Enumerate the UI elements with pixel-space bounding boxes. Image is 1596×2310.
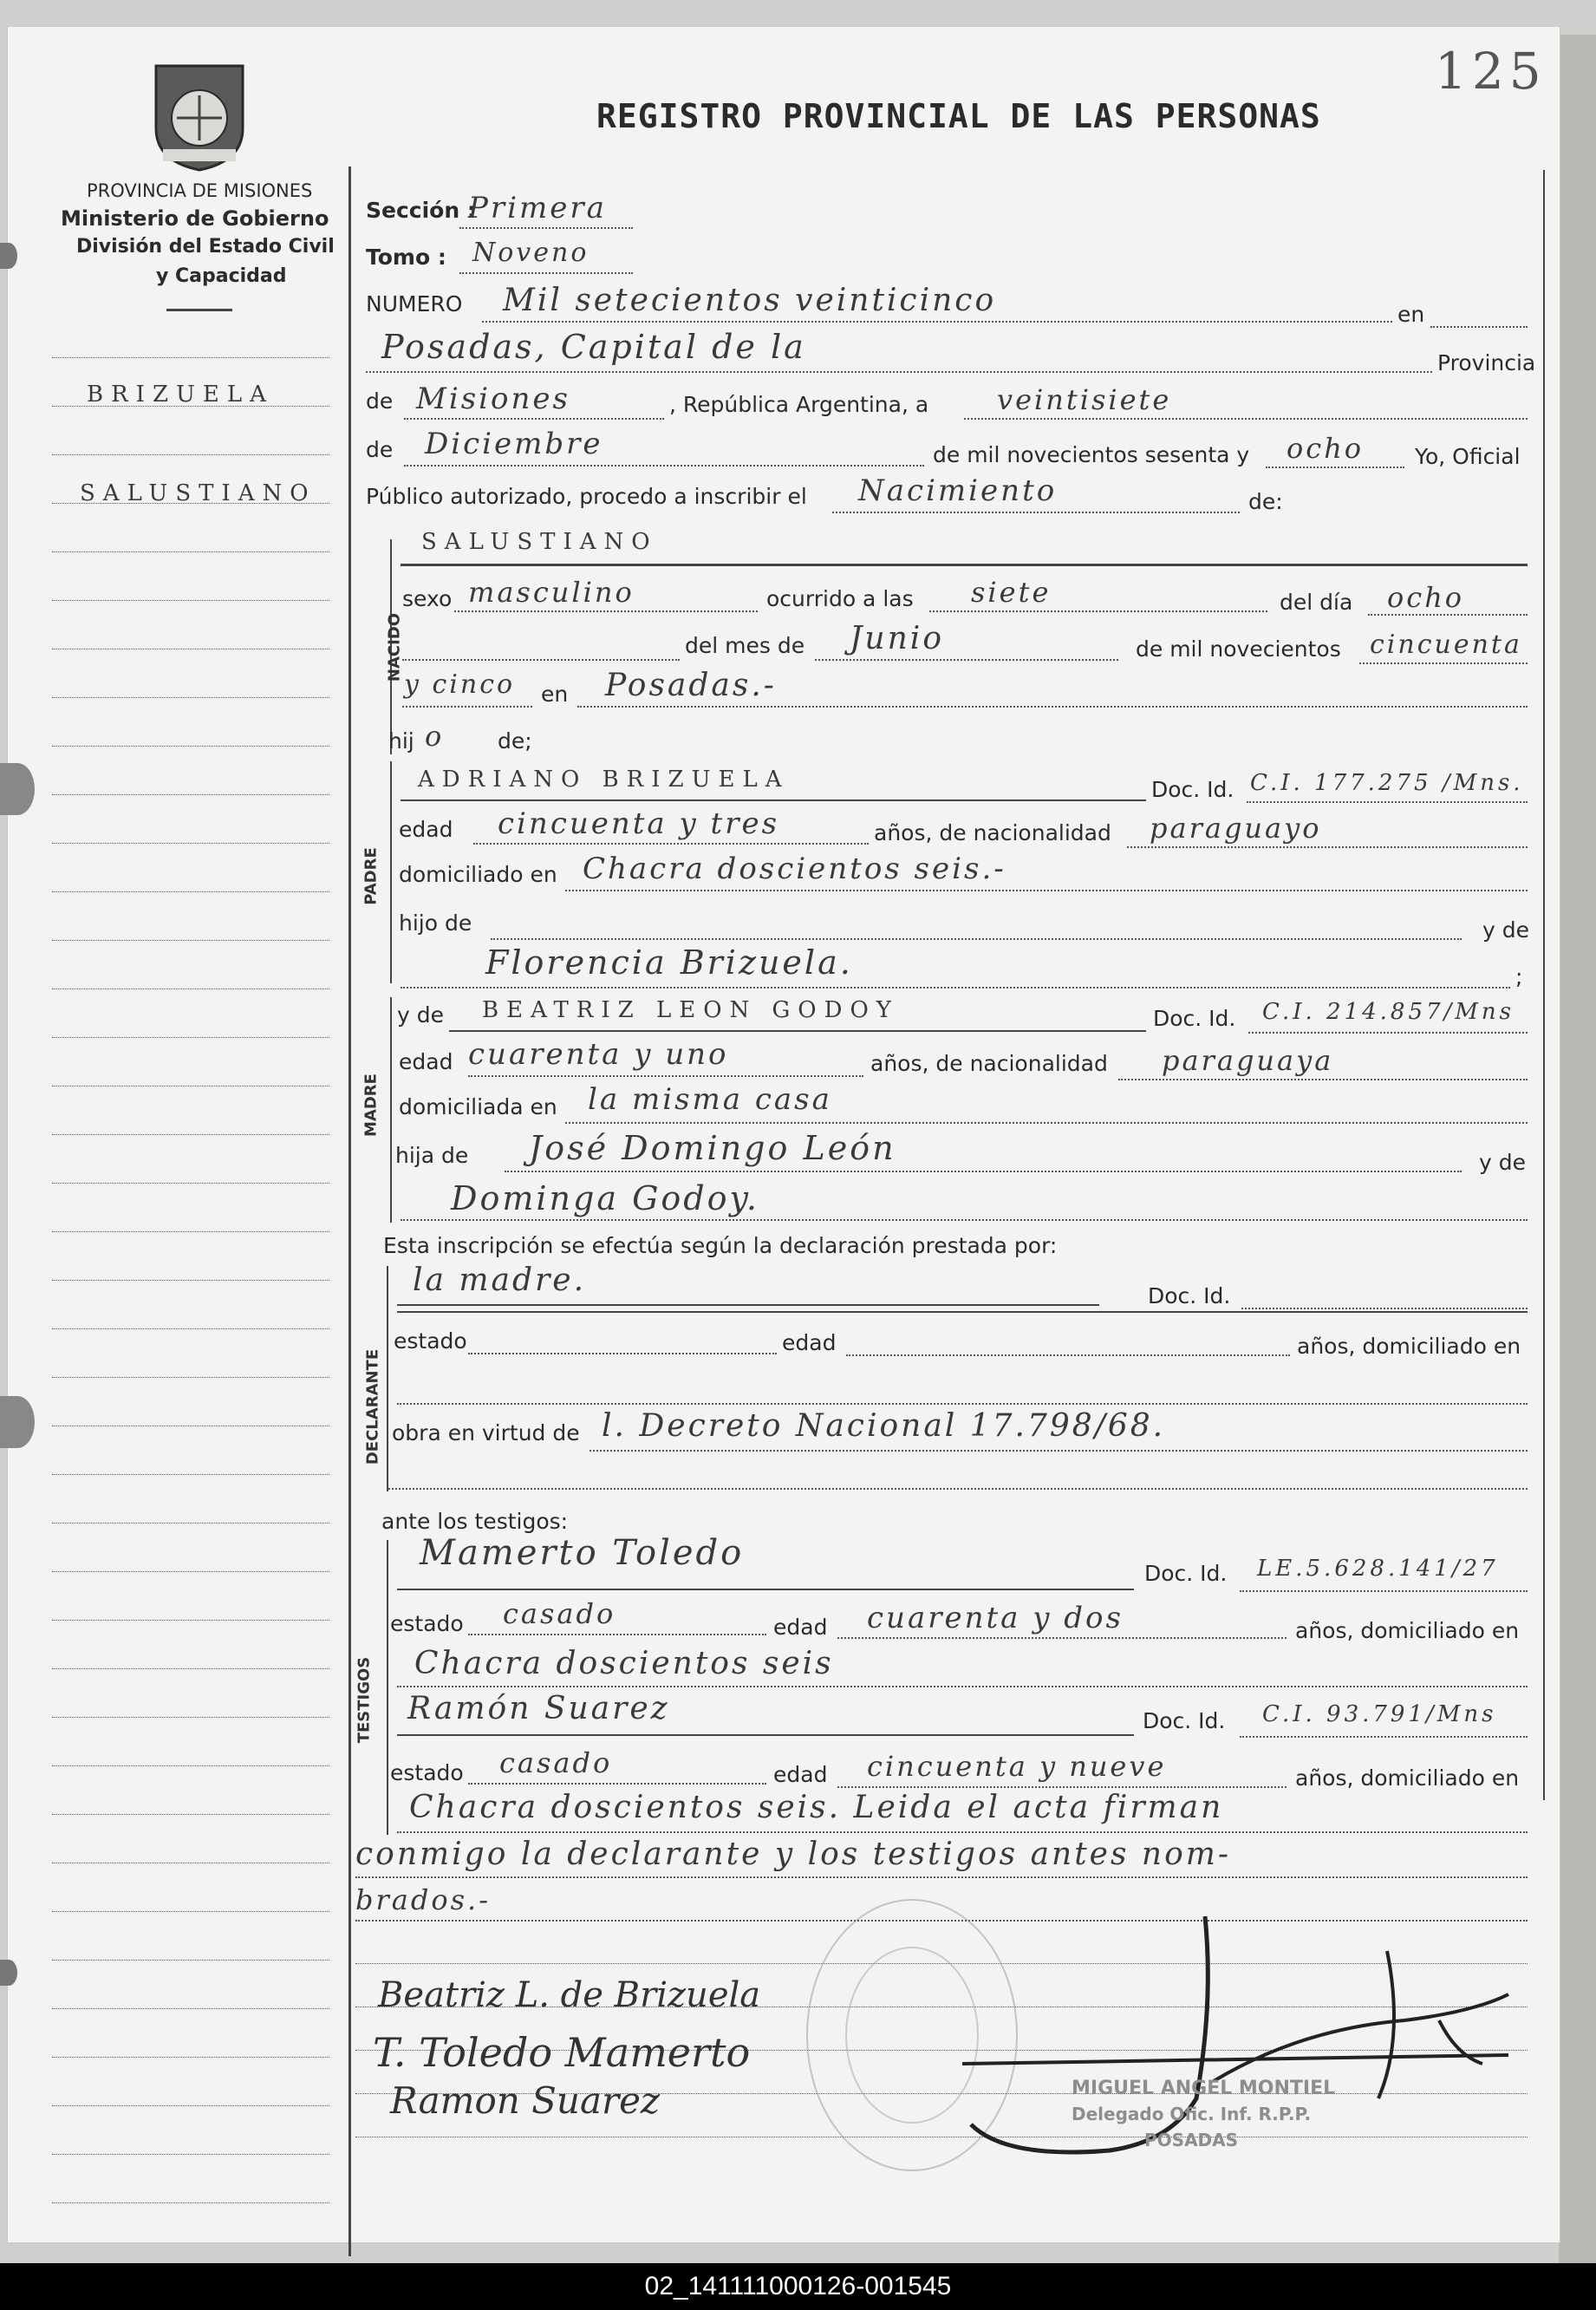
padre-hijo-line [491, 938, 1462, 940]
tipo-value: Nacimiento [858, 473, 1058, 508]
madre-madre-line [401, 1219, 1528, 1221]
de-semi-label: de; [498, 728, 532, 754]
tipo-line [832, 512, 1240, 513]
testigo2-edad-line [837, 1786, 1287, 1788]
madre-nac-value: paraguaya [1162, 1044, 1334, 1077]
en-label: en [1397, 302, 1425, 327]
padre-nac-line [1127, 846, 1528, 848]
sexo-value: masculino [468, 576, 635, 609]
padre-dom-value: Chacra doscientos seis.- [583, 852, 1006, 886]
seccion-label: Sección : [366, 198, 476, 223]
margin-rule [52, 794, 329, 795]
madre-edad-line [468, 1075, 863, 1077]
margin-rule [52, 1523, 329, 1524]
margin-surname: BRIZUELA [87, 382, 274, 408]
lugar-value: Posadas, Capital de la [381, 328, 806, 366]
testigos-label: ante los testigos: [381, 1509, 569, 1534]
tomo-label: Tomo : [366, 245, 446, 270]
testigo1-value: Mamerto Toledo [420, 1533, 745, 1573]
testigo2-edad-label: edad [773, 1762, 828, 1787]
madre-nac-line [1118, 1079, 1528, 1080]
publico-label: Público autorizado, procedo a inscribir el [366, 484, 807, 509]
margin-rule [52, 1814, 329, 1815]
testigo2-dom-line [397, 1831, 1528, 1833]
madre-value: BEATRIZ LEON GODOY [482, 997, 899, 1023]
seccion-value: Primera [468, 191, 607, 225]
sexo-line [454, 610, 758, 612]
declarante-line [397, 1304, 1099, 1306]
testigo1-dom-value: Chacra doscientos seis [414, 1646, 834, 1681]
madre-doc-value: C.I. 214.857/Mns [1262, 999, 1515, 1025]
margin-rule [52, 1231, 329, 1232]
page-edge [1559, 35, 1596, 2263]
padre-line [401, 799, 1146, 801]
madre-madre-value: Dominga Godoy. [451, 1179, 760, 1217]
declarante-estado-line [468, 1353, 777, 1354]
testigo1-line [397, 1589, 1134, 1590]
mes-acta-value: Diciembre [425, 427, 603, 461]
seccion-line [459, 227, 633, 229]
testigo2-value: Ramón Suarez [407, 1691, 670, 1726]
padre-edad-label: edad [399, 817, 453, 842]
anio-acta-line [1266, 467, 1404, 468]
madre-doc-line [1248, 1032, 1528, 1034]
padre-dom-line [565, 890, 1528, 891]
declarante-top-rule [397, 1311, 1528, 1313]
margin-rule [52, 454, 329, 455]
hijo-label: hij [388, 728, 414, 754]
madre-dom-label: domiciliada en [399, 1094, 557, 1119]
declarante-edad-line [846, 1354, 1290, 1356]
page-title: REGISTRO PROVINCIAL DE LAS PERSONAS [596, 97, 1321, 135]
padre-dom-label: domiciliado en [399, 862, 557, 887]
cierre-rule-1 [355, 1876, 1528, 1878]
signature-toledo: T. Toledo Mamerto [373, 2029, 751, 2076]
binding-hole-upper [0, 763, 35, 815]
mes-line [815, 659, 1118, 661]
margin-rule [52, 2202, 329, 2203]
margin-rule [52, 600, 329, 601]
padre-value: ADRIANO BRIZUELA [418, 767, 790, 793]
margin-rule [52, 1911, 329, 1912]
hijo-suffix: o [425, 720, 445, 753]
de-colon-label: de: [1248, 489, 1283, 514]
testigo1-estado-value: casado [503, 1597, 616, 1630]
margin-rule [52, 1571, 329, 1572]
margin-rule [52, 1960, 329, 1961]
binding-hole-lower [0, 1396, 35, 1448]
declarante-doc-label: Doc. Id. [1148, 1283, 1231, 1308]
testigo1-doc-line [1240, 1590, 1528, 1592]
ocurrido-label: ocurrido a las [766, 586, 914, 611]
yo-oficial-label: Yo, Oficial [1415, 444, 1521, 469]
madre-y-de-label-2: y de [1479, 1150, 1526, 1175]
margin-rule [52, 2154, 329, 2155]
obra-line-2 [388, 1488, 1528, 1490]
org-divider [166, 309, 232, 311]
org-line-4: y Capacidad [156, 265, 287, 287]
republica-label: , República Argentina, a [669, 392, 929, 417]
madre-bracket [390, 997, 392, 1223]
margin-rule [52, 697, 329, 698]
testigo2-doc-label: Doc. Id. [1143, 1708, 1226, 1733]
madre-padre-value: José Domingo León [529, 1129, 896, 1167]
inscripcion-label: Esta inscripción se efectúa según la declaración prestada por: [383, 1233, 1058, 1258]
image-caption: 02_141111000126-001545 [0, 2263, 1596, 2310]
binding-hole-top [0, 243, 17, 269]
anio1-line [1359, 662, 1528, 664]
margin-rule [52, 1134, 329, 1135]
margin-rule [52, 843, 329, 844]
margin-rule [52, 1717, 329, 1718]
org-line-3: División del Estado Civil [76, 236, 335, 258]
de-label-2: de [366, 437, 394, 462]
margin-rule [52, 2008, 329, 2009]
obra-line [590, 1450, 1528, 1452]
declarante-edad-label: edad [782, 1330, 837, 1355]
margin-rule [52, 1668, 329, 1669]
testigos-bracket [387, 1540, 388, 1835]
numero-line [482, 321, 1392, 323]
margin-rule [52, 746, 329, 747]
margin-rule [52, 1474, 329, 1475]
padre-doc-line [1247, 801, 1528, 803]
testigo1-edad-value: cuarenta y dos [867, 1601, 1124, 1635]
sexo-label: sexo [402, 586, 453, 611]
margin-rule [52, 551, 329, 552]
testigo2-doc-line [1240, 1736, 1528, 1738]
declarante-dom-line [397, 1403, 1528, 1405]
madre-padre-line [505, 1171, 1462, 1172]
lugar-line [366, 371, 1432, 373]
margin-rule [52, 1280, 329, 1281]
de-mil-label: de mil novecientos sesenta y [933, 442, 1250, 467]
margin-rule [52, 2057, 329, 2058]
binding-hole-bottom [0, 1960, 17, 1986]
obra-label: obra en virtud de [392, 1420, 580, 1445]
mes-pre-line [402, 659, 680, 661]
padre-semicolon: ; [1515, 964, 1523, 989]
padre-edad-value: cincuenta y tres [498, 806, 780, 841]
dia-value: ocho [1387, 581, 1465, 614]
provincial-crest-icon [146, 59, 253, 173]
padre-bracket [390, 761, 392, 983]
de-label-1: de [366, 388, 394, 414]
nombre-value: SALUSTIANO [421, 529, 658, 555]
margin-rule [52, 357, 329, 358]
lugar-nac-line [577, 706, 1528, 708]
declarante-estado-label: estado [394, 1328, 467, 1354]
testigo1-estado-line [468, 1634, 766, 1635]
testigo1-doc-value: LE.5.628.141/27 [1257, 1556, 1499, 1582]
anio2-line [402, 706, 532, 708]
anio2-value: y cinco [404, 669, 516, 700]
org-line-1: PROVINCIA DE MISIONES [87, 180, 313, 201]
testigo1-anos-label: años, domiciliado en [1295, 1618, 1520, 1643]
margin-rule [52, 1765, 329, 1766]
cierre-line-1: conmigo la declarante y los testigos antes nom- [355, 1837, 1232, 1872]
mes-acta-line [404, 465, 924, 467]
padre-y-de-label: y de [1482, 917, 1529, 943]
padre-hijo-label: hijo de [399, 910, 472, 936]
nombre-line [401, 564, 1528, 566]
hora-value: siete [971, 576, 1052, 609]
stamp-role: Delegado Ofic. Inf. R.P.P. [1072, 2104, 1312, 2124]
stamp-name: MIGUEL ANGEL MONTIEL [1072, 2078, 1336, 2099]
padre-doc-label: Doc. Id. [1151, 777, 1234, 802]
hora-line [929, 610, 1267, 612]
testigo2-doc-value: C.I. 93.791/Mns [1262, 1701, 1497, 1727]
de-mil-nov-label: de mil novecientos [1136, 636, 1341, 662]
madre-doc-label: Doc. Id. [1153, 1006, 1236, 1031]
tomo-value: Noveno [472, 238, 590, 268]
margin-rule [52, 2105, 329, 2106]
padre-nac-label: años, de nacionalidad [874, 820, 1111, 845]
testigo2-anos-label: años, domiciliado en [1295, 1765, 1520, 1791]
del-mes-label: del mes de [685, 633, 805, 658]
padre-padres-value: Florencia Brizuela. [485, 943, 853, 982]
madre-dom-value: la misma casa [588, 1082, 832, 1117]
madre-nac-label: años, de nacionalidad [870, 1051, 1108, 1076]
side-label-nacido: NACIDO [385, 612, 404, 682]
right-border [1543, 170, 1545, 1800]
testigo2-estado-line [468, 1783, 766, 1785]
madre-hija-label: hija de [395, 1143, 469, 1168]
anio-acta-value: ocho [1287, 432, 1365, 465]
testigo1-doc-label: Doc. Id. [1144, 1561, 1228, 1586]
padre-padres-line [401, 987, 1510, 989]
provincia-line [404, 418, 664, 420]
margin-rule [52, 940, 329, 941]
signature-suarez: Ramon Suarez [390, 2079, 661, 2122]
cierre-line-2: brados.- [355, 1883, 492, 1916]
lugar-nac-value: Posadas.- [605, 668, 777, 703]
mes-value: Junio [850, 621, 944, 656]
testigo1-edad-label: edad [773, 1615, 828, 1640]
testigo2-edad-value: cincuenta y nueve [867, 1750, 1167, 1783]
madre-edad-label: edad [399, 1049, 453, 1074]
testigo1-edad-line [837, 1637, 1287, 1639]
testigo2-estado-label: estado [390, 1760, 464, 1785]
side-label-padre: PADRE [362, 847, 381, 905]
margin-rule [52, 1328, 329, 1329]
side-label-testigos: TESTIGOS [355, 1656, 374, 1744]
obra-value: l. Decreto Nacional 17.798/68. [602, 1408, 1166, 1444]
madre-y-de-label: y de [397, 1002, 444, 1028]
padre-doc-value: C.I. 177.275 /Mns. [1250, 770, 1524, 796]
tomo-line [459, 272, 633, 274]
declarante-value: la madre. [413, 1263, 587, 1298]
margin-rule [52, 891, 329, 892]
provincia-value: Misiones [416, 382, 570, 416]
margin-given-name: SALUSTIANO [80, 480, 316, 506]
page-number: 125 [1435, 42, 1547, 101]
declarante-doc-line [1241, 1308, 1528, 1309]
anio1-value: cincuenta [1370, 630, 1522, 660]
declarante-anos-label: años, domiciliado en [1297, 1334, 1521, 1359]
del-dia-label: del día [1280, 590, 1353, 615]
testigo2-line [397, 1734, 1134, 1736]
margin-rule [52, 1037, 329, 1038]
signature-beatriz: Beatriz L. de Brizuela [378, 1975, 761, 2015]
madre-edad-value: cuarenta y uno [468, 1037, 729, 1072]
margin-rule [52, 1183, 329, 1184]
stamp-place: POSADAS [1144, 2130, 1239, 2150]
padre-nac-value: paraguayo [1150, 812, 1322, 845]
org-line-2: Ministerio de Gobierno [61, 206, 329, 231]
side-label-declarante: DECLARANTE [363, 1348, 382, 1465]
numero-value: Mil setecientos veinticinco [503, 283, 997, 318]
margin-divider [349, 166, 351, 2256]
margin-rule [52, 1377, 329, 1378]
en-line [1430, 326, 1528, 328]
side-label-madre: MADRE [362, 1073, 381, 1137]
testigo1-estado-label: estado [390, 1611, 464, 1636]
dia-acta-line [964, 418, 1528, 420]
provincia-label: Provincia [1437, 350, 1536, 375]
declarante-bracket [387, 1266, 388, 1491]
madre-line [449, 1030, 1146, 1032]
padre-edad-line [473, 843, 869, 845]
dia-acta-value: veintisiete [997, 383, 1172, 416]
dia-line [1368, 614, 1528, 616]
testigo1-dom-line [397, 1686, 1528, 1687]
madre-dom-line [565, 1122, 1528, 1124]
margin-rule [52, 1620, 329, 1621]
testigo2-estado-value: casado [499, 1746, 613, 1779]
en-label-nac: en [541, 682, 569, 707]
numero-label: NUMERO [366, 291, 463, 316]
testigo2-dom-value: Chacra doscientos seis. Leida el acta firman [409, 1790, 1224, 1825]
